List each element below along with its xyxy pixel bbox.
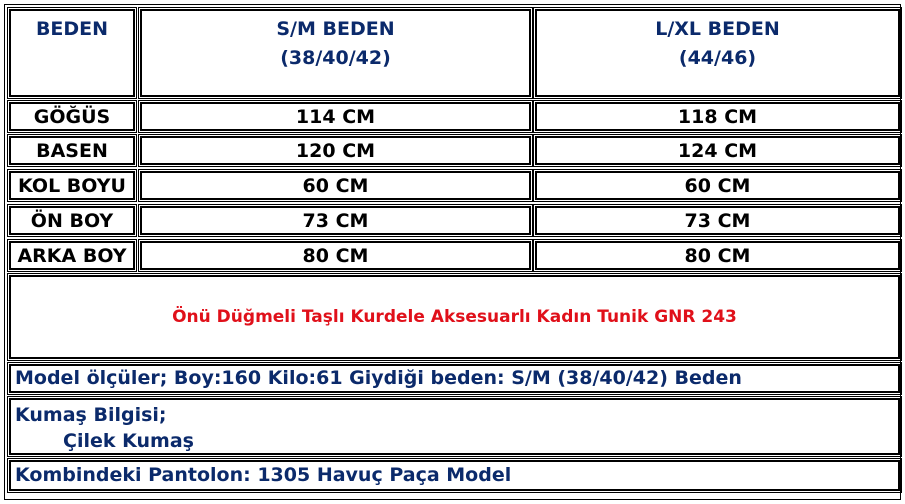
row-label-kol-boyu: KOL BOYU [9, 171, 135, 200]
row-gogus-lxl: 118 CM [535, 102, 900, 131]
row-label-on-boy: ÖN BOY [9, 206, 135, 235]
row-arka-boy-sm: 80 CM [140, 241, 531, 270]
header-lxl-numbers: (44/46) [678, 47, 757, 69]
model-info: Model ölçüler; Boy:160 Kilo:61 Giydiği beden: S/M (38/40/42) Beden [9, 364, 900, 393]
row-gogus-sm: 114 CM [140, 102, 531, 131]
row-on-boy-sm: 73 CM [140, 206, 531, 235]
fabric-heading: Kumaş Bilgisi; [15, 404, 167, 426]
header-beden-label: BEDEN [35, 18, 109, 40]
combination-info: Kombindeki Pantolon: 1305 Havuç Paça Model [9, 460, 900, 491]
row-arka-boy-lxl: 80 CM [535, 241, 900, 270]
row-label-gogus: GÖĞÜS [9, 102, 135, 131]
row-basen-sm: 120 CM [140, 136, 531, 165]
header-beden [9, 9, 135, 97]
product-title: Önü Düğmeli Taşlı Kurdele Aksesuarlı Kadın Tunik GNR 243 [9, 275, 900, 359]
row-on-boy-lxl: 73 CM [535, 206, 900, 235]
size-chart [4, 4, 901, 500]
row-label-basen: BASEN [9, 136, 135, 165]
header-sm-size: S/M BEDEN [276, 18, 395, 40]
row-kol-boyu-sm: 60 CM [140, 171, 531, 200]
header-lxl [535, 9, 900, 97]
row-label-arka-boy: ARKA BOY [9, 241, 135, 270]
row-basen-lxl: 124 CM [535, 136, 900, 165]
fabric-info [9, 398, 900, 455]
header-sm [140, 9, 531, 97]
row-kol-boyu-lxl: 60 CM [535, 171, 900, 200]
header-lxl-size: L/XL BEDEN [655, 18, 780, 40]
fabric-value: Çilek Kumaş [63, 430, 194, 452]
header-sm-numbers: (38/40/42) [280, 47, 391, 69]
